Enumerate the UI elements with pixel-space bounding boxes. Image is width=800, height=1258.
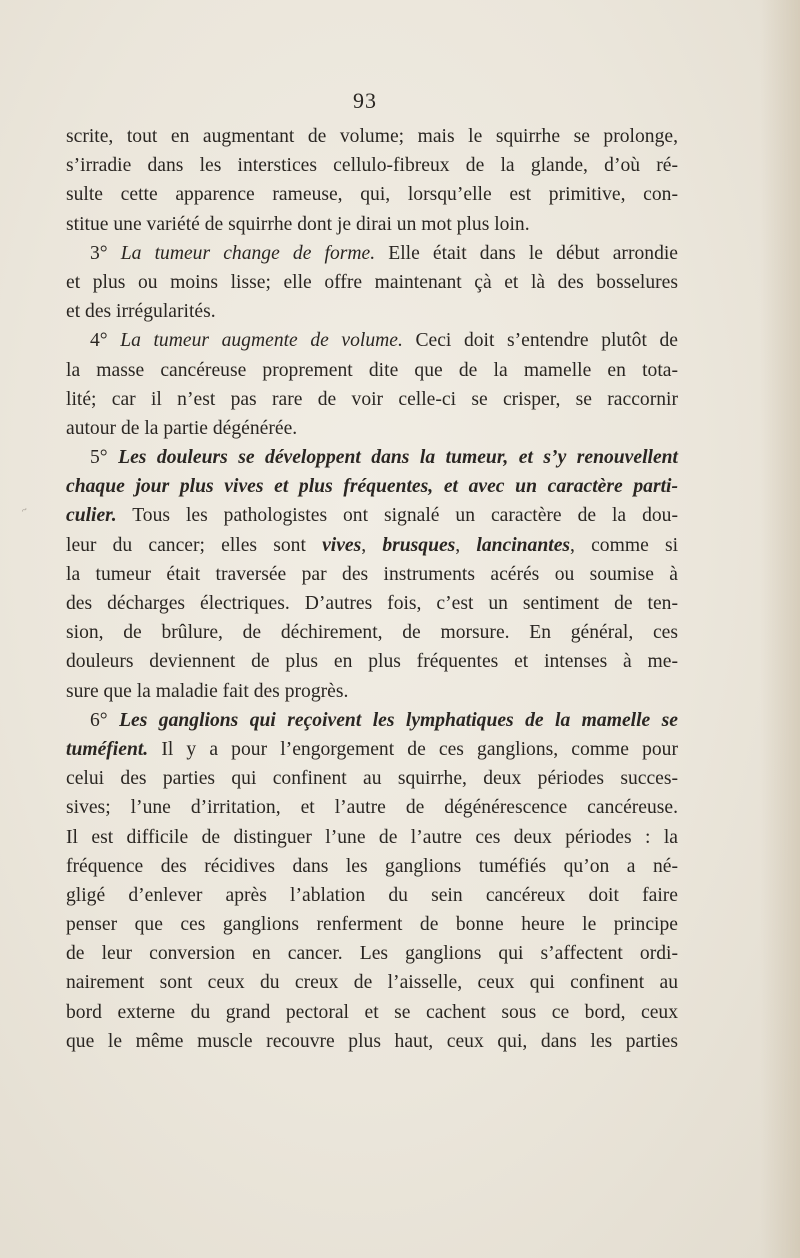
text-segment: , comme si (570, 534, 679, 556)
text-segment: 5° (90, 447, 119, 469)
text-segment: de leur conversion en cancer. Les ganglions qui s’affectent ordi- (66, 943, 678, 965)
text-line (66, 939, 678, 968)
text-segment: celui des parties qui confinent au squirrhe, deux périodes succes- (66, 768, 678, 790)
text-segment: lité; car il n’est pas rare de voir celle-ci se crisper, se raccornir (66, 388, 678, 410)
text-segment: Elle était dans le début arrondie (375, 242, 679, 264)
body-text (66, 122, 678, 1056)
text-line (66, 239, 678, 268)
page-number: 93 (353, 88, 377, 113)
italic-bold-text: culier. (66, 505, 117, 527)
text-segment: , (361, 534, 383, 556)
text-segment: Ceci doit s’entendre plutôt de (402, 330, 678, 352)
text-segment: penser que ces ganglions renferment de bonne heure le principe (66, 914, 678, 936)
text-line (66, 852, 678, 881)
text-line (66, 414, 678, 443)
text-line (66, 647, 678, 676)
italic-bold-text: tuméfient. (66, 738, 149, 760)
text-segment: scrite, tout en augmentant de volume; mais le squirrhe se prolonge, (66, 126, 678, 147)
text-segment: 3° (90, 242, 121, 264)
text-segment: stitue une variété de squirrhe dont je dirai un mot plus loin. (66, 213, 530, 235)
italic-bold-text: Les ganglions qui reçoivent les lymphatiques de la mamelle se (119, 709, 678, 731)
italic-bold-text: vives (322, 534, 362, 556)
text-segment: 4° (90, 330, 121, 352)
text-segment: autour de la partie dégénérée. (66, 417, 298, 439)
text-segment: sulte cette apparence rameuse, qui, lorsqu’elle est primitive, con- (66, 184, 678, 206)
text-segment: leur du cancer; elles sont (66, 534, 323, 556)
text-segment: la masse cancéreuse proprement dite que de la mamelle en tota- (66, 359, 678, 381)
text-line (66, 180, 678, 209)
text-line (66, 297, 678, 326)
text-segment: s’irradie dans les interstices cellulo-fibreux de la glande, d’où ré- (66, 155, 678, 177)
text-segment: Tous les pathologistes ont signalé un caractère de la dou- (116, 505, 678, 527)
text-line (66, 151, 678, 180)
text-line (66, 793, 678, 822)
text-segment: fréquence des récidives dans les ganglions tuméfiés qu’on a né- (66, 855, 678, 877)
text-line (66, 472, 678, 501)
text-line (66, 268, 678, 297)
text-segment: la tumeur était traversée par des instruments acérés ou soumise à (66, 563, 678, 585)
italic-bold-text: Les douleurs se développent dans la tumeur, et s’y renouvellent (118, 447, 678, 469)
italic-bold-text: brusques (382, 534, 456, 556)
text-line (66, 706, 678, 735)
text-segment: que le même muscle recouvre plus haut, ceux qui, dans les parties (66, 1030, 678, 1052)
text-line (66, 764, 678, 793)
text-segment: nairement sont ceux du creux de l’aisselle, ceux qui confinent au (66, 972, 678, 994)
text-segment: sion, de brûlure, de déchirement, de morsure. En général, ces (66, 622, 678, 644)
text-line (66, 356, 678, 385)
text-line (66, 560, 678, 589)
margin-smudge: ~ (19, 504, 30, 517)
text-line (66, 385, 678, 414)
text-line (66, 735, 678, 764)
text-line (66, 1027, 678, 1056)
text-segment: douleurs deviennent de plus en plus fréquentes et intenses à me- (66, 651, 678, 673)
text-segment: et des irrégularités. (66, 301, 216, 323)
text-segment: sives; l’une d’irritation, et l’autre de dégénérescence cancéreuse. (66, 797, 678, 819)
text-line (66, 443, 678, 472)
text-line (66, 326, 678, 355)
italic-text: La tumeur change de forme. (120, 242, 376, 264)
text-line (66, 531, 678, 560)
text-line (66, 677, 678, 706)
italic-bold-text: lancinantes (476, 534, 571, 556)
text-segment: et plus ou moins lisse; elle offre maintenant çà et là des bosselures (66, 271, 678, 293)
text-line (66, 881, 678, 910)
italic-text: La tumeur augmente de volume. (120, 330, 403, 352)
italic-bold-text: chaque jour plus vives et plus fréquentes, et avec un caractère parti- (66, 476, 678, 498)
text-segment: , (455, 534, 477, 556)
text-line (66, 823, 678, 852)
text-segment: Il y a pour l’engorgement de ces ganglions, comme pour (148, 738, 678, 760)
text-line (66, 618, 678, 647)
text-line (66, 122, 678, 151)
text-line (66, 589, 678, 618)
text-segment: bord externe du grand pectoral et se cachent sous ce bord, ceux (66, 1001, 678, 1023)
text-line (66, 998, 678, 1027)
text-line (66, 501, 678, 530)
page-shadow-edge (760, 0, 800, 1258)
text-segment: des décharges électriques. D’autres fois, c’est un sentiment de ten- (66, 593, 678, 614)
text-line (66, 910, 678, 939)
text-segment: 6° (90, 709, 120, 731)
text-segment: gligé d’enlever après l’ablation du sein cancéreux doit faire (66, 884, 678, 906)
text-line (66, 210, 678, 239)
text-line (66, 968, 678, 997)
text-segment: Il est difficile de distinguer l’une de l’autre ces deux périodes : la (66, 826, 678, 848)
text-segment: sure que la maladie fait des progrès. (66, 680, 349, 702)
